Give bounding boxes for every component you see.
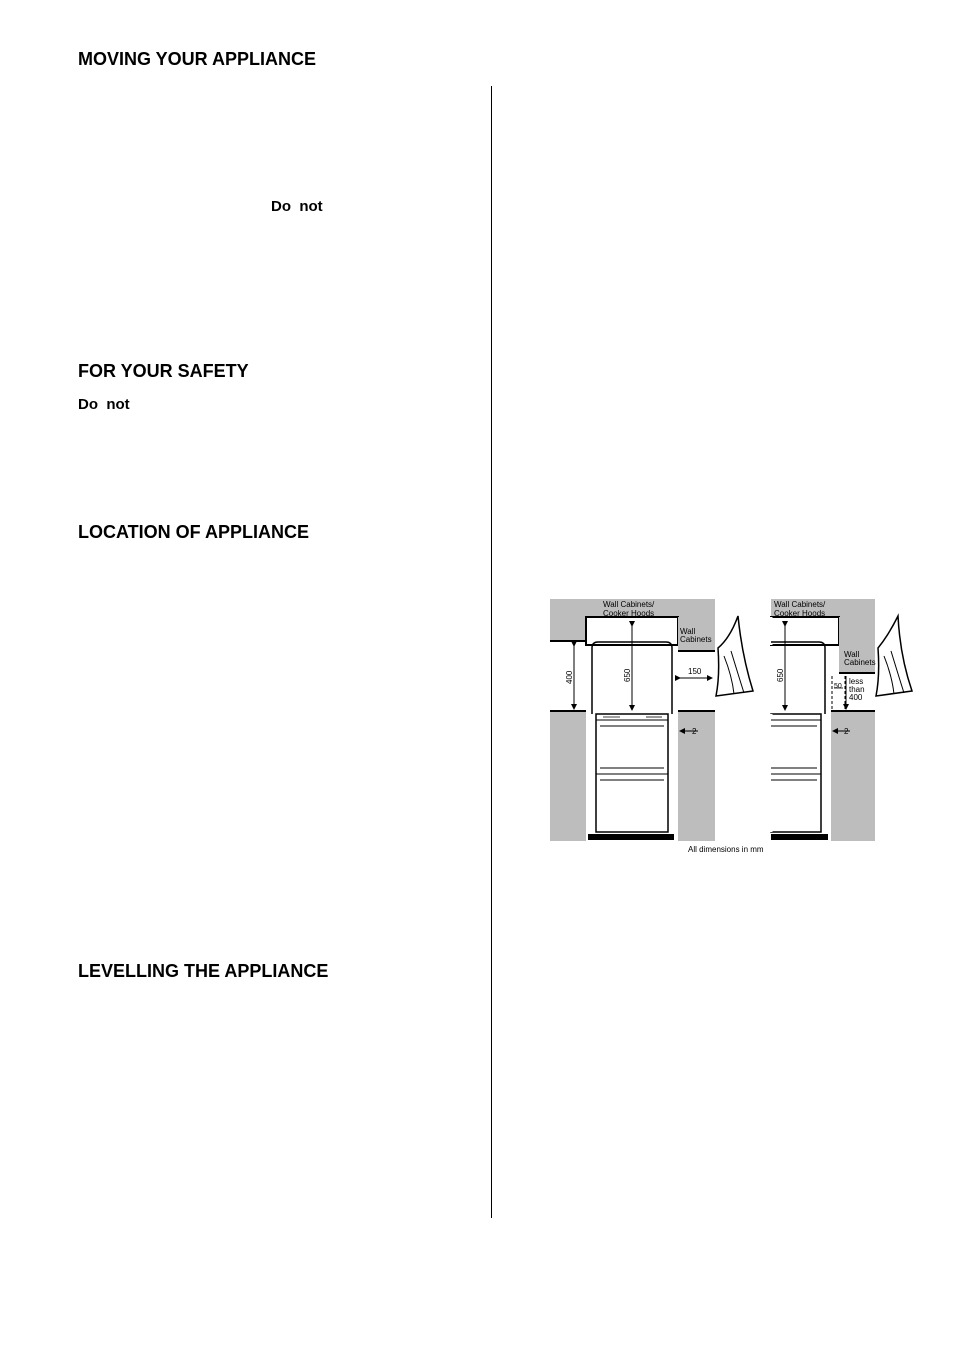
curtain-icon — [716, 616, 753, 696]
dim-left-2: 2 — [692, 727, 697, 736]
safety-do-not-emphasis: Do not — [78, 396, 130, 413]
label-wall-right-2: Cabinets — [844, 658, 876, 667]
installation-clearance-diagram — [548, 596, 916, 858]
dim-right-50: 50 — [834, 683, 842, 690]
curtain-icon-right — [876, 616, 912, 696]
counter-left — [550, 711, 586, 841]
label-cabinets-left-2: Cooker Hoods — [603, 609, 655, 618]
label-less: less — [849, 677, 864, 686]
dim-left-400: 400 — [565, 670, 574, 684]
label-wall-right-1: Wall — [844, 650, 860, 659]
diagram-left — [550, 599, 753, 841]
cooker-body — [596, 714, 668, 832]
dim-left-650: 650 — [623, 668, 632, 682]
dim-left-150: 150 — [688, 667, 702, 676]
figure-caption: All dimensions in mm — [688, 845, 764, 854]
heading-for-your-safety: FOR YOUR SAFETY — [78, 361, 249, 381]
moving-do-not-emphasis: Do not — [271, 198, 323, 215]
label-cabinets-right-1: Wall Cabinets/ — [774, 600, 826, 609]
label-wall-left-1: Wall — [680, 627, 696, 636]
label-wall-left-2: Cabinets — [680, 635, 712, 644]
heading-moving-your-appliance: MOVING YOUR APPLIANCE — [78, 49, 317, 69]
cooker-body-right — [771, 714, 821, 832]
dim-right-650: 650 — [776, 668, 785, 682]
label-than: than — [849, 685, 865, 694]
heading-levelling-the-appliance: LEVELLING THE APPLIANCE — [78, 961, 329, 981]
diagram-right — [771, 599, 912, 841]
label-cabinets-left-1: Wall Cabinets/ — [603, 600, 655, 609]
label-400: 400 — [849, 693, 863, 702]
dim-right-2: 2 — [844, 727, 849, 736]
column-divider — [491, 86, 492, 1218]
label-cabinets-right-2: Cooker Hoods — [774, 609, 826, 618]
heading-location-of-appliance: LOCATION OF APPLIANCE — [78, 522, 309, 542]
